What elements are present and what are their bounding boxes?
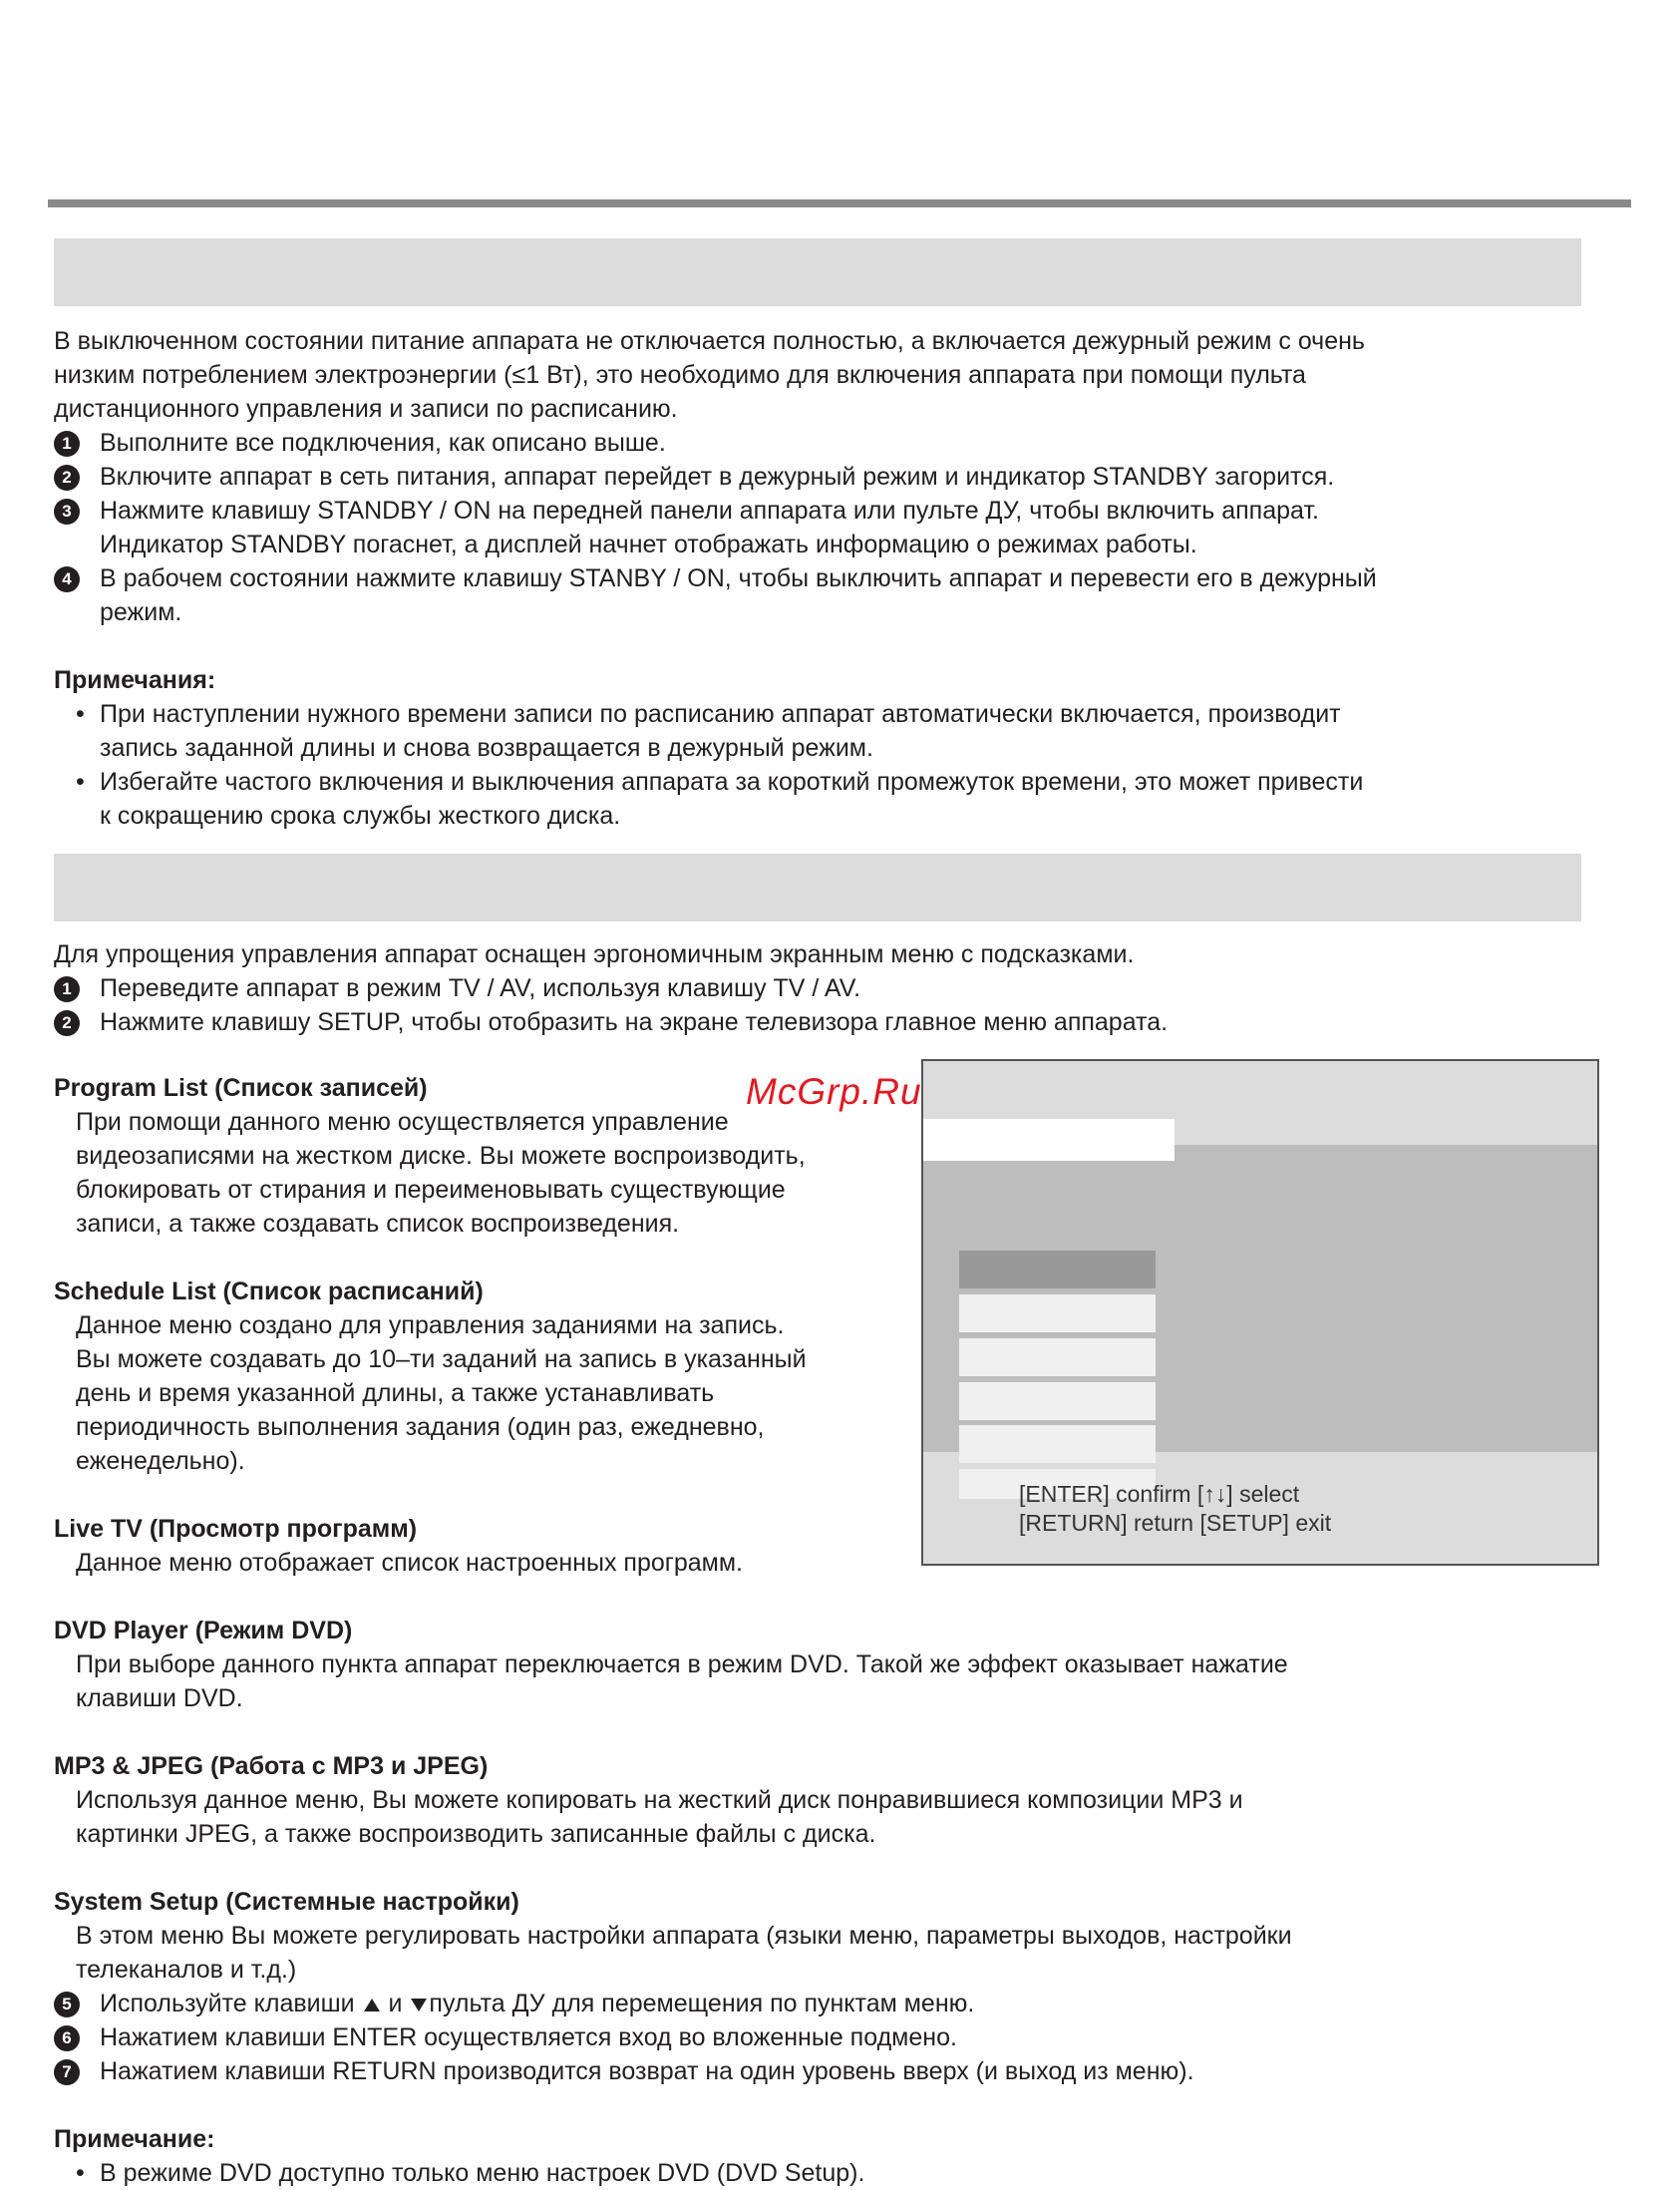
section-bar-2 xyxy=(54,854,1581,921)
step-text: Нажатием клавиши ENTER осуществляется вход во вложенные подмено. xyxy=(100,2023,957,2051)
step-text: Нажмите клавишу SETUP, чтобы отобразить на экране телевизора главное меню аппарата. xyxy=(100,1008,1169,1036)
step5-text-mid: и xyxy=(381,1990,410,2017)
step-number-badge: 1 xyxy=(54,976,80,1002)
up-arrow-icon xyxy=(364,1999,380,2011)
menu-tab xyxy=(923,1119,1175,1161)
step-number-badge: 2 xyxy=(54,465,80,491)
section1-intro-line: низким потреблением электроэнергии (≤1 Вт), это необходимо для включения аппарата при помощи пульта xyxy=(54,361,1306,389)
top-rule xyxy=(48,199,1631,207)
step-text: Индикатор STANDBY погаснет, а дисплей начнет отображать информацию о режимах работы. xyxy=(100,531,1197,558)
note-text: Избегайте частого включения и выключения аппарата за короткий промежуток времени, это может привести xyxy=(100,768,1364,796)
menu-desc: Используя данное меню, Вы можете копировать на жесткий диск понравившиеся композиции MP3 и xyxy=(76,1786,1243,1814)
step-number-badge: 2 xyxy=(54,1010,80,1036)
step-6 xyxy=(54,2020,1589,2054)
menu-panel xyxy=(923,1145,1597,1452)
note-item xyxy=(54,697,1589,765)
step-2 xyxy=(54,1005,1589,1039)
menu-desc: телеканалов и т.д.) xyxy=(76,1956,297,1984)
note-item xyxy=(54,2156,1589,2190)
step-text: режим. xyxy=(100,598,182,626)
step-1 xyxy=(54,971,1589,1005)
menu-title: Live TV (Просмотр программ) xyxy=(54,1515,418,1543)
step-text: Переведите аппарат в режим TV / AV, используя клавишу TV / AV. xyxy=(100,974,861,1002)
down-arrow-icon xyxy=(411,1999,427,2011)
step5-text-pre: Используйте клавиши xyxy=(100,1990,362,2017)
section1-intro-line: В выключенном состоянии питание аппарата не отключается полностью, а включается дежурный режим с очень xyxy=(54,327,1365,355)
menu-desc: При помощи данного меню осуществляется управление xyxy=(76,1108,729,1136)
menu-desc: картинки JPEG, а также воспроизводить записанные файлы с диска. xyxy=(76,1820,876,1848)
step-3 xyxy=(54,494,1589,561)
menu-desc: блокировать от стирания и переименовывать существующие xyxy=(76,1176,786,1204)
step-number-badge: 7 xyxy=(54,2059,80,2085)
section1-intro-line: дистанционного управления и записи по расписанию. xyxy=(54,395,678,423)
step-1 xyxy=(54,426,1589,460)
note-text: запись заданной длины и снова возвращается в дежурный режим. xyxy=(100,734,873,762)
step-7 xyxy=(54,2054,1589,2088)
menu-desc: записи, а также создавать список воспроизведения. xyxy=(76,1210,680,1238)
tv-menu-illustration xyxy=(921,1059,1599,1566)
bullet: • xyxy=(76,700,85,728)
step-text: Включите аппарат в сеть питания, аппарат перейдет в дежурный режим и индикатор STANDBY загорится. xyxy=(100,463,1335,491)
bullet: • xyxy=(76,2159,85,2187)
menu-title: Program List (Список записей) xyxy=(54,1074,428,1102)
menu-item xyxy=(959,1338,1156,1376)
step-text: Выполните все подключения, как описано выше. xyxy=(100,429,666,457)
watermark: McGrp.Ru xyxy=(746,1071,922,1112)
menu-title: MP3 & JPEG (Работа с MP3 и JPEG) xyxy=(54,1752,489,1780)
menu-title: Schedule List (Список расписаний) xyxy=(54,1278,484,1305)
section2-intro-line: Для упрощения управления аппарат оснащен эргономичным экранным меню с подсказками. xyxy=(54,940,1135,968)
step-text xyxy=(100,1987,1589,2020)
note-title: Примечание: xyxy=(54,2125,215,2153)
menu-desc: Данное меню создано для управления заданиями на запись. xyxy=(76,1311,785,1339)
note-text: В режиме DVD доступно только меню настроек DVD (DVD Setup). xyxy=(100,2159,865,2187)
step-number-badge: 3 xyxy=(54,499,80,525)
note-text: к сокращению срока службы жесткого диска. xyxy=(100,802,621,830)
step-text: Нажмите клавишу STANDBY / ON на передней панели аппарата или пульте ДУ, чтобы включить аппарат. xyxy=(100,497,1319,525)
notes-title: Примечания: xyxy=(54,666,216,694)
menu-desc: В этом меню Вы можете регулировать настройки аппарата (языки меню, параметры выходов, настройки xyxy=(76,1922,1292,1950)
menu-desc: Вы можете создавать до 10–ти заданий на запись в указанный xyxy=(76,1345,807,1373)
bullet: • xyxy=(76,768,85,796)
menu-item xyxy=(959,1294,1156,1332)
menu-desc: еженедельно). xyxy=(76,1447,245,1475)
menu-desc: При выборе данного пункта аппарат переключается в режим DVD. Такой же эффект оказывает нажатие xyxy=(76,1650,1288,1678)
menu-title: System Setup (Системные настройки) xyxy=(54,1888,519,1916)
menu-desc: Данное меню отображает список настроенных программ. xyxy=(76,1549,744,1577)
menu-item xyxy=(959,1382,1156,1420)
step-number-badge: 5 xyxy=(54,1992,80,2017)
step-text: В рабочем состоянии нажмите клавишу STANBY / ON, чтобы выключить аппарат и перевести его в дежурный xyxy=(100,564,1377,592)
step-number-badge: 4 xyxy=(54,566,80,592)
step-number-badge: 1 xyxy=(54,431,80,457)
section-bar-1 xyxy=(54,238,1581,306)
menu-desc: день и время указанной длины, а также устанавливать xyxy=(76,1379,715,1407)
menu-item xyxy=(959,1425,1156,1463)
section1-body xyxy=(54,324,1589,833)
step-4 xyxy=(54,561,1589,629)
menu-title: DVD Player (Режим DVD) xyxy=(54,1617,353,1644)
step-2 xyxy=(54,460,1589,494)
step-text: Нажатием клавиши RETURN производится возврат на один уровень вверх (и выход из меню). xyxy=(100,2057,1194,2085)
menu-item-selected xyxy=(959,1251,1156,1288)
section2-intro xyxy=(54,937,1589,1039)
note-text: При наступлении нужного времени записи по расписанию аппарат автоматически включается, производит xyxy=(100,700,1341,728)
menu-desc: видеозаписями на жестком диске. Вы можете воспроизводить, xyxy=(76,1142,806,1170)
menu-desc: периодичность выполнения задания (один раз, ежедневно, xyxy=(76,1413,765,1441)
menu-hint-line-1: [ENTER] confirm [↑↓] select xyxy=(1019,1481,1300,1507)
menu-hint-line-2: [RETURN] return [SETUP] exit xyxy=(1019,1510,1332,1536)
step5-text-post: пульта ДУ для перемещения по пунктам меню. xyxy=(429,1990,975,2017)
menu-desc: клавиши DVD. xyxy=(76,1684,243,1712)
step-number-badge: 6 xyxy=(54,2025,80,2051)
step-5 xyxy=(54,1987,1589,2020)
note-item xyxy=(54,765,1589,833)
